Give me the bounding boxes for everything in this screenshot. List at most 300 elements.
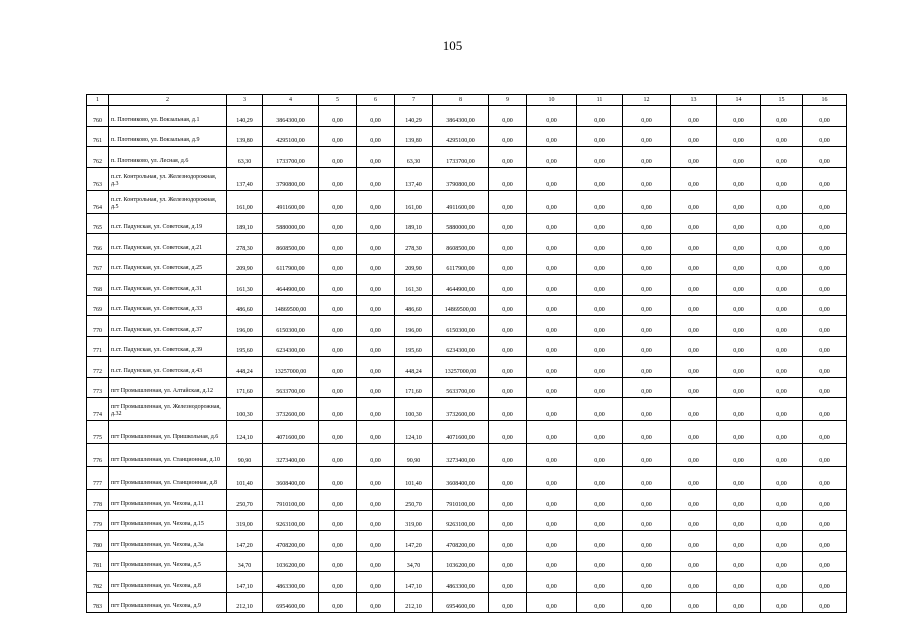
table-cell: 0,00 [671,254,717,275]
table-cell: 0,00 [357,213,395,234]
table-cell: 0,00 [357,126,395,147]
table-cell: 0,00 [319,377,357,398]
table-cell: 0,00 [671,316,717,337]
table-cell: 0,00 [489,190,527,213]
housing-register-table [86,94,847,613]
table-cell: 0,00 [671,531,717,552]
column-header: 8 [433,95,489,106]
table-cell: 0,00 [761,254,803,275]
table-cell: 4644900,00 [263,275,319,296]
table-cell: 0,00 [577,254,623,275]
table-cell: 319,00 [395,510,433,531]
table-cell: 0,00 [357,106,395,127]
table-cell: 0,00 [319,147,357,168]
table-cell: 0,00 [761,213,803,234]
table-cell: 783 [87,592,109,613]
table-cell: 0,00 [623,254,671,275]
table-cell: 0,00 [357,592,395,613]
table-cell: 777 [87,467,109,490]
table-cell: 6117900,00 [263,254,319,275]
table-cell: 0,00 [803,254,847,275]
column-header: 2 [109,95,227,106]
table-cell: 0,00 [623,336,671,357]
table-cell: 0,00 [717,190,761,213]
table-cell: 0,00 [761,377,803,398]
table-cell: 4708200,00 [263,531,319,552]
address-cell: пгт Промышленная, ул. Станционная, д.8 [109,467,227,490]
table-row [87,398,847,421]
table-cell: 4911600,00 [433,190,489,213]
page-number: 105 [442,38,463,53]
table-cell: 195,60 [227,336,263,357]
table-cell: 0,00 [761,190,803,213]
table-cell: 14869500,00 [433,295,489,316]
table-cell: 0,00 [489,490,527,511]
table-cell: 0,00 [527,510,577,531]
table-cell: 0,00 [577,592,623,613]
table-cell: 0,00 [319,592,357,613]
table-cell: 448,24 [395,357,433,378]
table-cell: 0,00 [489,357,527,378]
table-cell: 0,00 [803,213,847,234]
table-cell: 0,00 [671,572,717,593]
table-cell: 5880000,00 [263,213,319,234]
table-cell: 0,00 [803,377,847,398]
table-cell: 189,10 [227,213,263,234]
table-cell: 486,60 [395,295,433,316]
column-header: 13 [671,95,717,106]
table-cell: 90,90 [395,444,433,467]
table-cell: 0,00 [319,572,357,593]
table-cell: 0,00 [577,444,623,467]
table-cell: 0,00 [489,377,527,398]
table-cell: 3864300,00 [433,106,489,127]
table-cell: 0,00 [577,336,623,357]
table-cell: 0,00 [357,551,395,572]
table-cell: 34,70 [395,551,433,572]
table-cell: 0,00 [761,421,803,444]
table-cell: 0,00 [527,377,577,398]
table-cell: 101,40 [227,467,263,490]
table-cell: 0,00 [761,444,803,467]
table-row [87,275,847,296]
header-row [87,95,847,106]
table-cell: 212,10 [395,592,433,613]
table-cell: 0,00 [803,357,847,378]
table-cell: 0,00 [803,551,847,572]
table-cell: 3273400,00 [263,444,319,467]
table-cell: 0,00 [577,421,623,444]
table-cell: 0,00 [489,398,527,421]
table-cell: 161,30 [395,275,433,296]
column-header: 16 [803,95,847,106]
table-cell: 0,00 [623,147,671,168]
address-cell: п.ст. Падунская, ул. Советская, д.25 [109,254,227,275]
table-cell: 0,00 [319,234,357,255]
table-cell: 8608500,00 [433,234,489,255]
table-cell: 0,00 [357,467,395,490]
table-cell: 0,00 [803,444,847,467]
table-cell: 0,00 [671,444,717,467]
table-cell: 0,00 [717,531,761,552]
table-cell: 0,00 [761,531,803,552]
table-cell: 0,00 [803,531,847,552]
table-cell: 6117900,00 [433,254,489,275]
table-cell: 0,00 [717,377,761,398]
table-cell: 0,00 [489,275,527,296]
table-cell: 0,00 [717,444,761,467]
table-cell: 90,90 [227,444,263,467]
address-cell: п. Плотниково, ул. Вокзальная, д.1 [109,106,227,127]
table-cell: 0,00 [357,234,395,255]
table-cell: 63,30 [227,147,263,168]
address-cell: п.ст. Падунская, ул. Советская, д.21 [109,234,227,255]
table-cell: 0,00 [623,551,671,572]
table-cell: 0,00 [761,275,803,296]
table-cell: 161,00 [395,190,433,213]
table-cell: 0,00 [761,572,803,593]
table-cell: 6150300,00 [433,316,489,337]
table-cell: 0,00 [527,592,577,613]
table-cell: 0,00 [803,190,847,213]
table-cell: 0,00 [489,531,527,552]
table-cell: 3790800,00 [433,167,489,190]
table-row [87,295,847,316]
table-cell: 9263100,00 [433,510,489,531]
table-cell: 486,60 [227,295,263,316]
table-cell: 0,00 [527,551,577,572]
table-cell: 0,00 [717,336,761,357]
table-cell: 0,00 [319,398,357,421]
table-cell: 765 [87,213,109,234]
table-cell: 760 [87,106,109,127]
table-body [87,106,847,613]
table-cell: 0,00 [623,275,671,296]
table-cell: 0,00 [671,106,717,127]
table-cell: 0,00 [577,531,623,552]
table-cell: 0,00 [489,147,527,168]
table-cell: 0,00 [671,377,717,398]
column-header: 5 [319,95,357,106]
table-row [87,316,847,337]
table-cell: 3732600,00 [433,398,489,421]
table-cell: 212,10 [227,592,263,613]
table-cell: 0,00 [671,551,717,572]
table-cell: 0,00 [319,357,357,378]
table-cell: 100,30 [227,398,263,421]
table-cell: 0,00 [803,275,847,296]
column-header: 1 [87,95,109,106]
address-cell: п.ст. Падунская, ул. Советская, д.39 [109,336,227,357]
table-cell: 196,00 [227,316,263,337]
table-cell: 0,00 [761,316,803,337]
table-cell: 0,00 [577,398,623,421]
table-cell: 0,00 [577,190,623,213]
table-cell: 1036200,00 [433,551,489,572]
table-cell: 778 [87,490,109,511]
address-cell: пгт Промышленная, ул. Станционная, д.10 [109,444,227,467]
table-cell: 0,00 [527,254,577,275]
table-cell: 0,00 [671,234,717,255]
table-cell: 209,90 [227,254,263,275]
address-cell: п.ст. Падунская, ул. Советская, д.31 [109,275,227,296]
table-cell: 13257000,00 [433,357,489,378]
table-row [87,254,847,275]
table-cell: 0,00 [527,147,577,168]
table-cell: 0,00 [577,490,623,511]
table-cell: 1733700,00 [433,147,489,168]
table-cell: 3608400,00 [263,467,319,490]
table-cell: 34,70 [227,551,263,572]
table-cell: 250,70 [395,490,433,511]
table-cell: 0,00 [623,592,671,613]
table-cell: 0,00 [577,467,623,490]
table-cell: 0,00 [717,106,761,127]
table-cell: 0,00 [761,106,803,127]
table-cell: 0,00 [319,167,357,190]
table-cell: 0,00 [803,295,847,316]
table-row [87,336,847,357]
table-cell: 0,00 [489,592,527,613]
table-cell: 101,40 [395,467,433,490]
table-row [87,531,847,552]
table-cell: 0,00 [577,126,623,147]
table-cell: 768 [87,275,109,296]
table-cell: 766 [87,234,109,255]
table-cell: 100,30 [395,398,433,421]
table-cell: 0,00 [717,421,761,444]
table-cell: 0,00 [623,467,671,490]
table-cell: 0,00 [489,213,527,234]
table-cell: 0,00 [761,234,803,255]
table-cell: 0,00 [577,213,623,234]
table-cell: 0,00 [761,126,803,147]
table-cell: 4295100,00 [263,126,319,147]
table-cell: 0,00 [319,316,357,337]
table-cell: 0,00 [319,213,357,234]
table-cell: 0,00 [671,275,717,296]
table-cell: 161,30 [227,275,263,296]
table-cell: 5880000,00 [433,213,489,234]
table-cell: 0,00 [319,106,357,127]
table-cell: 0,00 [803,421,847,444]
address-cell: пгт Промышленная, ул. Чехова, д.11 [109,490,227,511]
table-cell: 0,00 [671,421,717,444]
table-cell: 0,00 [671,336,717,357]
table-cell: 4863300,00 [263,572,319,593]
table-cell: 770 [87,316,109,337]
table-cell: 250,70 [227,490,263,511]
table-cell: 195,60 [395,336,433,357]
table-cell: 140,29 [227,106,263,127]
table-cell: 6954600,00 [263,592,319,613]
table-row [87,106,847,127]
table-cell: 4071600,00 [433,421,489,444]
table-cell: 0,00 [717,275,761,296]
table-cell: 0,00 [717,398,761,421]
table-cell: 0,00 [803,234,847,255]
table-cell: 0,00 [577,275,623,296]
table-cell: 0,00 [489,167,527,190]
table-row [87,234,847,255]
table-cell: 0,00 [623,126,671,147]
table-cell: 0,00 [671,126,717,147]
table-cell: 0,00 [623,295,671,316]
table-cell: 0,00 [577,377,623,398]
table-row [87,377,847,398]
table-cell: 0,00 [623,234,671,255]
table-cell: 0,00 [357,444,395,467]
table-cell: 0,00 [489,295,527,316]
table-cell: 8608500,00 [263,234,319,255]
table-cell: 0,00 [623,167,671,190]
table-cell: 3790800,00 [263,167,319,190]
address-cell: п.ст. Падунская, ул. Советская, д.37 [109,316,227,337]
table-cell: 6954600,00 [433,592,489,613]
table-cell: 3608400,00 [433,467,489,490]
table-cell: 0,00 [671,592,717,613]
table-cell: 0,00 [527,167,577,190]
column-header: 9 [489,95,527,106]
table-cell: 781 [87,551,109,572]
table-cell: 0,00 [527,126,577,147]
table-cell: 147,10 [395,572,433,593]
table-cell: 0,00 [527,190,577,213]
column-header: 12 [623,95,671,106]
table-row [87,126,847,147]
table-cell: 0,00 [577,295,623,316]
table-cell: 278,30 [227,234,263,255]
table-cell: 1036200,00 [263,551,319,572]
table-cell: 0,00 [623,106,671,127]
table-cell: 5633700,00 [263,377,319,398]
column-header: 11 [577,95,623,106]
table-cell: 0,00 [623,316,671,337]
table-row [87,213,847,234]
table-cell: 0,00 [319,467,357,490]
table-cell: 139,80 [395,126,433,147]
table-cell: 0,00 [623,490,671,511]
table-cell: 769 [87,295,109,316]
table-cell: 0,00 [527,213,577,234]
table-cell: 209,90 [395,254,433,275]
table-cell: 0,00 [623,572,671,593]
table-cell: 0,00 [527,336,577,357]
table-cell: 0,00 [717,316,761,337]
table-cell: 0,00 [803,510,847,531]
table-cell: 0,00 [717,295,761,316]
address-cell: пгт Промышленная, ул. Пришкольная, д.6 [109,421,227,444]
table-cell: 0,00 [319,275,357,296]
table-cell: 0,00 [761,147,803,168]
table-cell: 0,00 [357,254,395,275]
table-cell: 0,00 [577,572,623,593]
table-row [87,147,847,168]
table-cell: 124,10 [227,421,263,444]
table-cell: 0,00 [489,444,527,467]
table-cell: 0,00 [357,295,395,316]
table-cell: 0,00 [357,531,395,552]
table-row [87,467,847,490]
table-cell: 0,00 [803,490,847,511]
column-header: 15 [761,95,803,106]
table-cell: 4863300,00 [433,572,489,593]
table-cell: 0,00 [761,167,803,190]
column-header: 7 [395,95,433,106]
address-cell: п.ст. Контрольная, ул. Железнодорожная, д.3 [109,167,227,190]
table-cell: 7910100,00 [263,490,319,511]
table-cell: 0,00 [623,213,671,234]
table-row [87,592,847,613]
table-cell: 13257000,00 [263,357,319,378]
table-cell: 0,00 [717,213,761,234]
table-cell: 0,00 [717,592,761,613]
table-cell: 14869500,00 [263,295,319,316]
table-cell: 0,00 [489,467,527,490]
table-cell: 4644900,00 [433,275,489,296]
table-cell: 0,00 [319,421,357,444]
table-cell: 0,00 [717,467,761,490]
table-cell: 0,00 [527,444,577,467]
table-cell: 764 [87,190,109,213]
table-cell: 4708200,00 [433,531,489,552]
table-cell: 6150300,00 [263,316,319,337]
address-cell: пгт Промышленная, ул. Железнодорожная, д.32 [109,398,227,421]
table-cell: 0,00 [803,336,847,357]
column-header: 10 [527,95,577,106]
table-cell: 0,00 [527,234,577,255]
table-cell: 0,00 [803,167,847,190]
address-cell: пгт Промышленная, ул. Алтайская, д.12 [109,377,227,398]
table-cell: 0,00 [527,421,577,444]
table-cell: 137,40 [227,167,263,190]
table-cell: 0,00 [357,190,395,213]
table-cell: 139,80 [227,126,263,147]
table-row [87,490,847,511]
table-cell: 0,00 [761,490,803,511]
table-cell: 0,00 [357,147,395,168]
table-cell: 0,00 [527,490,577,511]
address-cell: п.ст. Падунская, ул. Советская, д.43 [109,357,227,378]
table-cell: 0,00 [803,467,847,490]
table-cell: 6234300,00 [263,336,319,357]
table-cell: 0,00 [717,490,761,511]
table-cell: 0,00 [527,316,577,337]
address-cell: пгт Промышленная, ул. Чехова, д.5 [109,551,227,572]
table-row [87,421,847,444]
table-cell: 0,00 [577,167,623,190]
table-cell: 448,24 [227,357,263,378]
table-cell: 0,00 [357,336,395,357]
table-cell: 762 [87,147,109,168]
table-cell: 6234300,00 [433,336,489,357]
table-cell: 0,00 [577,147,623,168]
table-cell: 0,00 [489,234,527,255]
address-cell: пгт Промышленная, ул. Чехова, д.15 [109,510,227,531]
table-cell: 0,00 [527,106,577,127]
table-cell: 0,00 [527,357,577,378]
table-cell: 0,00 [489,572,527,593]
table-cell: 0,00 [357,510,395,531]
table-cell: 0,00 [761,510,803,531]
column-header: 14 [717,95,761,106]
table-cell: 0,00 [717,357,761,378]
address-cell: пгт Промышленная, ул. Чехова, д.9 [109,592,227,613]
table-cell: 3273400,00 [433,444,489,467]
table-cell: 0,00 [717,551,761,572]
table-cell: 140,29 [395,106,433,127]
table-cell: 0,00 [671,190,717,213]
